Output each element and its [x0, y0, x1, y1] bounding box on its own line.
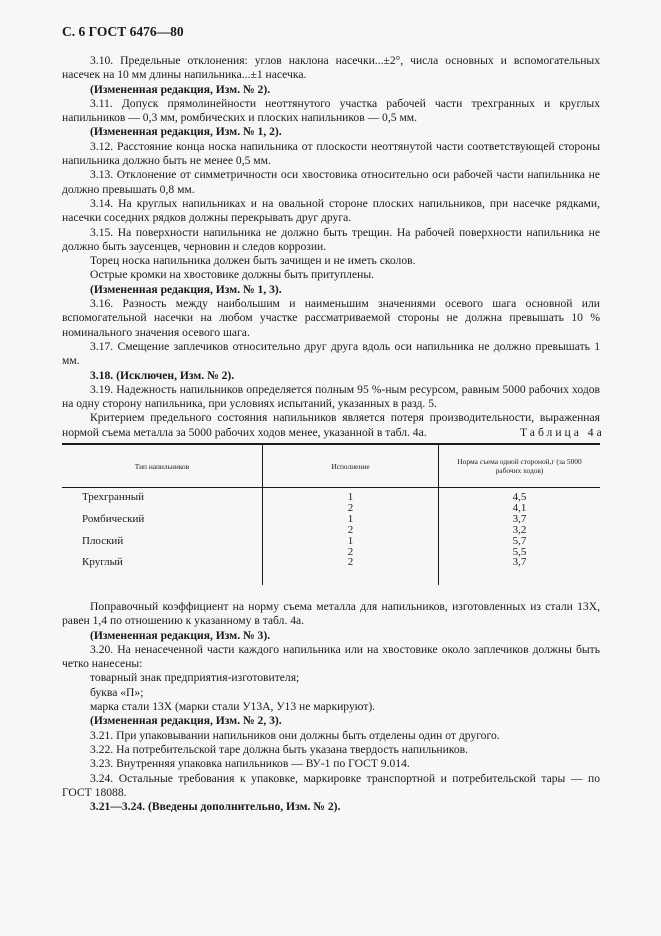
amendment-note: (Измененная редакция, Изм. № 2). — [90, 82, 271, 96]
table-header-row — [62, 444, 600, 488]
paragraph: Критерием предельного состояния напильников является потеря производительности, выраженная нормой съема металла за 5000 рабочих ходов менее, указанной в табл. 4а. — [62, 411, 600, 439]
table-title: Таблица 4а — [520, 426, 605, 439]
paragraph: марка стали 13Х (марки стали У13А, У13 не маркируют). — [90, 700, 376, 714]
header-execution: Исполнение — [263, 444, 439, 488]
paragraph: 3.14. На круглых напильниках и на овальной стороне плоских напильников, при насечке рядками, насечки соседних рядков должны перекрывать друг друга. — [62, 196, 600, 225]
norm-item: 3,7 — [512, 556, 527, 569]
amendment-note: (Измененная редакция, Изм. № 1, 2). — [90, 125, 282, 139]
paragraph: 3.16. Разность между наибольшим и наименьшим значениями осевого шага основной или вспомогательной насечки на любом участке рассматриваемой стороны не должна превышать 10 % номинального значения осевого шага. — [62, 297, 600, 339]
norms-cell — [439, 488, 601, 586]
header-file-type: Тип напильников — [62, 444, 263, 488]
amendment-note: (Измененная редакция, Изм. № 1, 3). — [90, 282, 282, 296]
paragraph: 3.22. На потребительской таре должна быть указана твердость напильников. — [90, 742, 469, 756]
norm-item: 4,1 — [512, 501, 527, 514]
amendment-note: (Измененная редакция, Изм. № 3). — [90, 628, 271, 642]
paragraph: товарный знак предприятия-изготовителя; — [90, 671, 300, 685]
paragraph: буква «П»; — [90, 685, 144, 699]
body-text-top — [62, 54, 600, 440]
execution-item: 1 — [347, 512, 354, 525]
paragraph: 3.10. Предельные отклонения: углов наклона насечки...±2°, числа основных и вспомогательных насечек на 10 мм длины напильника...±1 насечка. — [62, 54, 600, 82]
paragraph: 3.21. При упаковывании напильников они должны быть отделены один от другого. — [90, 728, 500, 742]
norms-table — [62, 443, 600, 585]
norm-item: 5,5 — [512, 545, 527, 558]
paragraph: 3.11. Допуск прямолинейности неоттянутого участка рабочей части трехгранных и круглых напильников — 0,3 мм, ромбических и плоских напильников — 0,5 мм. — [62, 96, 600, 125]
norm-item: 3,7 — [512, 512, 527, 525]
execution-item: 2 — [347, 556, 354, 569]
amendment-note: 3.18. (Исключен, Изм. № 2). — [90, 368, 235, 382]
type-item: Трехгранный — [82, 491, 144, 503]
paragraph: 3.13. Отклонение от симметричности оси хвостовика относительно оси рабочей части напильника не должно превышать 0,8 мм. — [62, 168, 600, 196]
amendment-note: 3.21—3.24. (Введены дополнительно, Изм. № 2). — [90, 800, 341, 814]
body-text-bottom — [62, 600, 600, 814]
type-item: Плоский — [82, 534, 124, 547]
execution-item: 1 — [347, 534, 354, 547]
execution-item: 2 — [347, 523, 354, 536]
executions-cell — [263, 488, 439, 586]
paragraph: 3.20. На ненасеченной части каждого напильника или на хвостовике около заплечиков должны быть четко нанесены: — [62, 642, 600, 671]
paragraph: 3.12. Расстояние конца носка напильника от плоскости неоттянутой части соответствующей стороны напильника должно быть не менее 0,5 мм. — [62, 139, 600, 168]
norm-item: 4,5 — [512, 491, 527, 503]
type-item: Круглый — [82, 556, 123, 569]
paragraph: 3.19. Надежность напильников определяется полным 95 %-ным ресурсом, равным 5000 рабочих ходов на одну сторону напильника, при условиях испытаний, указанных в разд. 5. — [62, 382, 600, 411]
paragraph: Торец носка напильника должен быть зачищен и не иметь сколов. — [90, 254, 416, 268]
execution-item: 2 — [347, 545, 354, 558]
paragraph: Острые кромки на хвостовике должны быть притуплены. — [90, 268, 375, 282]
norm-item: 3,2 — [512, 523, 527, 536]
header-norm: Норма съема одной стороной,г (за 5000 рабочих ходов) — [439, 444, 601, 488]
table-body-row — [62, 488, 600, 586]
paragraph: Поправочный коэффициент на норму съема металла для напильников, изготовленных из стали 13Х, равен 1,4 по отношению к указанному в табл. 4а. — [62, 600, 600, 628]
amendment-note: (Измененная редакция, Изм. № 2, 3). — [90, 714, 282, 728]
execution-item: 2 — [347, 501, 354, 514]
paragraph: 3.15. На поверхности напильника не должно быть трещин. На рабочей поверхности напильника не должно быть заусенцев, черновин и следов коррозии. — [62, 225, 600, 253]
norm-item: 5,7 — [512, 534, 527, 547]
paragraph: 3.23. Внутренняя упаковка напильников — ВУ-1 по ГОСТ 9.014. — [90, 757, 410, 771]
page-header: С. 6 ГОСТ 6476—80 — [62, 24, 184, 39]
paragraph: 3.24. Остальные требования к упаковке, маркировке транспортной и потребительской тары — по ГОСТ 18088. — [62, 771, 600, 799]
types-cell — [62, 488, 263, 586]
paragraph: 3.17. Смещение заплечиков относительно друг друга вдоль оси напильника не должно превышать 1 мм. — [62, 339, 600, 368]
type-item: Ромбический — [82, 512, 145, 525]
execution-item: 1 — [347, 491, 354, 503]
